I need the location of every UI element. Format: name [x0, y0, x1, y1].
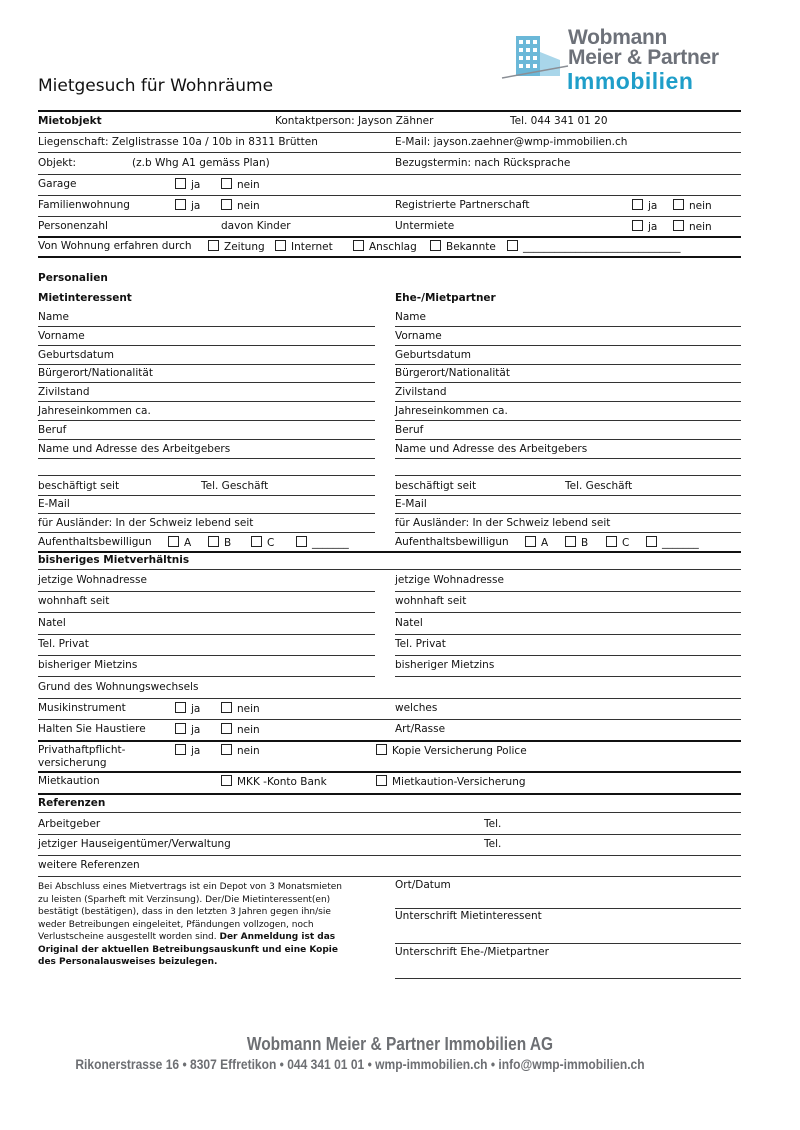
personalien-field-label-right: Geburtsdatum: [395, 349, 471, 361]
checkbox-label: nein: [689, 221, 712, 233]
checkbox[interactable]: [353, 240, 364, 251]
divider: [38, 152, 741, 153]
disclaimer-bold-line: des Personalausweises beizulegen.: [38, 957, 218, 967]
partnerschaft-nein[interactable]: [673, 199, 712, 213]
ref-arbeitgeber-label: Arbeitgeber: [38, 818, 101, 830]
unterschrift-partner-label: Unterschrift Ehe-/Mietpartner: [395, 946, 549, 958]
erfahren-other[interactable]: [507, 240, 681, 254]
bisheriges-field-label-left: jetzige Wohnadresse: [38, 574, 147, 586]
bisheriges-field-label-right: bisheriger Mietzins: [395, 659, 495, 671]
disclaimer-bold: Der Anmeldung ist das: [219, 932, 336, 942]
kinder-label: davon Kinder: [221, 220, 291, 232]
field-line: [38, 612, 375, 613]
personalien-field-label-right: Bürgerort/Nationalität: [395, 367, 510, 379]
checkbox-label: A: [184, 537, 192, 549]
aufenthalt-label-left: Aufenthaltsbewilligun: [38, 536, 152, 548]
auslaender-label-right: für Ausländer: In der Schweiz lebend seit: [395, 517, 611, 529]
divider: [38, 132, 741, 133]
field-line: [38, 401, 375, 402]
erfahren-zeitung[interactable]: [208, 240, 265, 254]
aufenthalt-c-right[interactable]: [606, 536, 629, 550]
auslaender-label-left: für Ausländer: In der Schweiz lebend seit: [38, 517, 254, 529]
untermiete-ja[interactable]: [632, 220, 657, 234]
checkbox-label: ja: [648, 221, 658, 233]
disclaimer-normal: Verlustscheine ausgestellt worden sind.: [38, 932, 217, 942]
field-line: [38, 719, 741, 720]
footer-company: Wobmann Meier & Partner Immobilien AG: [246, 1034, 554, 1054]
garage-nein[interactable]: [221, 178, 260, 192]
checkbox-label: C: [622, 537, 630, 549]
other-blank-line: ______________________________: [523, 241, 681, 253]
logo-name-line3: Immobilien: [567, 68, 694, 94]
personalien-field-label-right: Vorname: [395, 330, 442, 342]
garage-label: Garage: [38, 178, 77, 190]
ref-weitere-label: weitere Referenzen: [38, 859, 140, 871]
checkbox[interactable]: [632, 220, 643, 231]
erfahren-bekannte[interactable]: [430, 240, 496, 254]
musik-label: Musikinstrument: [38, 702, 126, 714]
field-line: [38, 439, 375, 440]
checkbox-label: Anschlag: [369, 241, 417, 253]
aufenthalt-b-right[interactable]: [565, 536, 588, 550]
aufenthalt-b-left[interactable]: [208, 536, 231, 550]
field-line: [395, 532, 741, 533]
checkbox[interactable]: [525, 536, 536, 547]
erfahren-label: Von Wohnung erfahren durch: [38, 240, 192, 252]
partner-heading: Ehe-/Mietpartner: [395, 292, 496, 304]
logo-name-line2: Meier & Partner: [568, 46, 719, 69]
checkbox-label: ja: [191, 745, 201, 757]
section-bisheriges-heading: bisheriges Mietverhältnis: [38, 554, 190, 566]
logo-building-icon: [500, 30, 570, 82]
divider: [38, 256, 741, 258]
email-label-left: E-Mail: [38, 498, 70, 510]
field-line: [395, 439, 741, 440]
checkbox[interactable]: [296, 536, 307, 547]
divider: [38, 236, 741, 238]
field-line: [38, 364, 375, 365]
checkbox-label: Kopie Versicherung Police: [392, 745, 527, 757]
divider: [38, 793, 741, 795]
checkbox-label: Mietkaution-Versicherung: [392, 776, 526, 788]
disclaimer-line: [38, 931, 378, 944]
field-line: [38, 876, 741, 877]
untermiete-label: Untermiete: [395, 220, 455, 232]
field-line: [395, 401, 741, 402]
disclaimer-line: bestätigt (bestätigen), dass in den letzten 3 Jahren gegen ihn/sie: [38, 907, 331, 917]
checkbox[interactable]: [175, 723, 186, 734]
checkbox-label: ja: [648, 200, 658, 212]
partnerschaft-ja[interactable]: [632, 199, 657, 213]
checkbox-label: MKK -Konto Bank: [237, 776, 327, 788]
personalien-field-label-left: Name: [38, 311, 69, 323]
field-line: [38, 698, 741, 699]
divider: [38, 174, 741, 175]
checkbox[interactable]: [376, 775, 387, 786]
erfahren-internet[interactable]: [275, 240, 333, 254]
field-line: [395, 458, 741, 459]
familienwohnung-label: Familienwohnung: [38, 199, 130, 211]
kaution-versicherung[interactable]: [376, 775, 526, 789]
welches-label: welches: [395, 702, 438, 714]
bisheriges-field-label-right: Natel: [395, 617, 423, 629]
field-line: [395, 513, 741, 514]
checkbox[interactable]: [221, 178, 232, 189]
checkbox-label: A: [541, 537, 549, 549]
checkbox[interactable]: [175, 199, 186, 210]
divider: [38, 551, 741, 553]
field-line: [38, 513, 375, 514]
field-line: [395, 475, 741, 476]
personalien-field-label-left: Beruf: [38, 424, 67, 436]
field-line: [395, 495, 741, 496]
checkbox[interactable]: [221, 723, 232, 734]
checkbox-label: nein: [237, 703, 260, 715]
checkbox-label: C: [267, 537, 275, 549]
other-blank-line: _______: [662, 537, 699, 549]
musik-ja[interactable]: [175, 702, 200, 716]
bisheriges-field-label-left: Natel: [38, 617, 66, 629]
telgeschaeft-label-right: Tel. Geschäft: [565, 480, 633, 492]
checkbox-label: nein: [237, 724, 260, 736]
personalien-field-label-left: Zivilstand: [38, 386, 90, 398]
bisheriges-field-label-right: Tel. Privat: [395, 638, 446, 650]
checkbox-label: nein: [237, 745, 260, 757]
haustiere-label: Halten Sie Haustiere: [38, 723, 146, 735]
haftpflicht-nein[interactable]: [221, 744, 260, 758]
kontakt-email-text: E-Mail: jayson.zaehner@wmp-immobilien.ch: [395, 136, 628, 148]
checkbox[interactable]: [606, 536, 617, 547]
signature-line: [395, 978, 741, 979]
erfahren-anschlag[interactable]: [353, 240, 417, 254]
divider: [38, 812, 741, 813]
checkbox[interactable]: [208, 240, 219, 251]
objekt-label: Objekt:: [38, 157, 77, 169]
haustiere-ja[interactable]: [175, 723, 200, 737]
bisheriges-field-label-right: wohnhaft seit: [395, 595, 467, 607]
field-line: [38, 634, 375, 635]
liegenschaft-text: Liegenschaft: Zelglistrasse 10a / 10b in 8311 Brütten: [38, 136, 318, 148]
checkbox-label: nein: [237, 179, 260, 191]
logo-name-line1: Wobmann: [568, 26, 668, 49]
kontakt-tel-text: Tel. 044 341 01 20: [510, 115, 608, 127]
aufenthalt-other-left[interactable]: [296, 536, 349, 550]
art-label: Art/Rasse: [395, 723, 446, 735]
bisheriges-field-label-left: wohnhaft seit: [38, 595, 110, 607]
bisheriges-field-label-left: bisheriger Mietzins: [38, 659, 138, 671]
familienwohnung-ja[interactable]: [175, 199, 200, 213]
field-line: [395, 634, 741, 635]
field-line: [395, 345, 741, 346]
field-line: [38, 591, 375, 592]
signature-line: [395, 908, 741, 909]
checkbox[interactable]: [175, 702, 186, 713]
checkbox[interactable]: [251, 536, 262, 547]
personalien-field-label-right: Name und Adresse des Arbeitgebers: [395, 443, 588, 455]
checkbox-label: ja: [191, 703, 201, 715]
divider: [38, 740, 741, 742]
checkbox-label: nein: [689, 200, 712, 212]
personalien-field-label-left: Jahreseinkommen ca.: [38, 405, 151, 417]
checkbox[interactable]: [376, 744, 387, 755]
kaution-mkk[interactable]: [221, 775, 327, 789]
field-line: [38, 382, 375, 383]
field-line: [395, 612, 741, 613]
personalien-field-label-right: Jahreseinkommen ca.: [395, 405, 508, 417]
checkbox[interactable]: [632, 199, 643, 210]
personalien-field-label-right: Beruf: [395, 424, 424, 436]
divider: [38, 216, 741, 217]
field-line: [38, 676, 375, 677]
field-line: [395, 655, 741, 656]
kaution-label: Mietkaution: [38, 775, 100, 787]
partnerschaft-label: Registrierte Partnerschaft: [395, 199, 530, 211]
field-line: [395, 591, 741, 592]
garage-ja[interactable]: [175, 178, 200, 192]
aufenthalt-label-right: Aufenthaltsbewilligun: [395, 536, 509, 548]
beschaeftigt-label-right: beschäftigt seit: [395, 480, 477, 492]
field-line: [395, 326, 741, 327]
disclaimer-text: [38, 881, 378, 969]
haustiere-nein[interactable]: [221, 723, 260, 737]
footer-address: Rikonerstrasse 16 • 8307 Effretikon • 044 341 01 01 • wmp-immobilien.ch • info@wmp-immobilien.ch: [75, 1056, 645, 1072]
checkbox-label: ja: [191, 179, 201, 191]
checkbox[interactable]: [208, 536, 219, 547]
bisheriges-field-label-left: Tel. Privat: [38, 638, 89, 650]
other-blank-line: _______: [312, 537, 349, 549]
haftpflicht-label-1: Privathaftpflicht-: [38, 744, 126, 756]
divider: [38, 195, 741, 196]
aufenthalt-a-right[interactable]: [525, 536, 548, 550]
ort-datum-label: Ort/Datum: [395, 879, 451, 891]
field-line: [395, 364, 741, 365]
field-line: [38, 495, 375, 496]
checkbox[interactable]: [168, 536, 179, 547]
field-line: [38, 834, 741, 835]
ref-hauseigentuemer-label: jetziger Hauseigentümer/Verwaltung: [38, 838, 231, 850]
checkbox-label: Internet: [291, 241, 333, 253]
checkbox[interactable]: [175, 178, 186, 189]
checkbox[interactable]: [275, 240, 286, 251]
checkbox-label: nein: [237, 200, 260, 212]
checkbox[interactable]: [673, 220, 684, 231]
checkbox[interactable]: [221, 744, 232, 755]
untermiete-nein[interactable]: [673, 220, 712, 234]
unterschrift-mietinteressent-label: Unterschrift Mietinteressent: [395, 910, 542, 922]
checkbox[interactable]: [646, 536, 657, 547]
aufenthalt-c-left[interactable]: [251, 536, 274, 550]
checkbox[interactable]: [673, 199, 684, 210]
checkbox-label: ja: [191, 724, 201, 736]
musik-nein[interactable]: [221, 702, 260, 716]
email-label-right: E-Mail: [395, 498, 427, 510]
section-referenzen-heading: Referenzen: [38, 797, 106, 809]
personalien-field-label-left: Name und Adresse des Arbeitgebers: [38, 443, 231, 455]
divider: [38, 569, 741, 570]
field-line: [395, 382, 741, 383]
checkbox-label: B: [224, 537, 232, 549]
checkbox[interactable]: [221, 775, 232, 786]
field-line: [38, 532, 375, 533]
disclaimer-line: Bei Abschluss eines Mietvertrags ist ein Depot von 3 Monatsmieten: [38, 882, 342, 892]
haftpflicht-label-2: versicherung: [38, 757, 107, 769]
aufenthalt-other-right[interactable]: [646, 536, 699, 550]
field-line: [38, 345, 375, 346]
signature-line: [395, 943, 741, 944]
personalien-field-label-left: Vorname: [38, 330, 85, 342]
divider: [38, 771, 741, 773]
personenzahl-label: Personenzahl: [38, 220, 108, 232]
grund-label: Grund des Wohnungswechsels: [38, 681, 199, 693]
disclaimer-line: weder Betreibungen eingeleitet, Pfändungen vollzogen, noch: [38, 919, 314, 930]
checkbox-label: Zeitung: [224, 241, 265, 253]
section-personalien-heading: Personalien: [38, 272, 108, 284]
kontaktperson-text: Kontaktperson: Jayson Zähner: [275, 115, 434, 127]
bisheriges-field-label-right: jetzige Wohnadresse: [395, 574, 504, 586]
kopie-police[interactable]: [376, 744, 527, 758]
familienwohnung-nein[interactable]: [221, 199, 260, 213]
objekt-hint: (z.b Whg A1 gemäss Plan): [132, 157, 270, 169]
checkbox[interactable]: [221, 199, 232, 210]
field-line: [395, 676, 741, 677]
disclaimer-line: zu leisten (Sparheft mit Verzinsung). Der/Die Mietinteressent(en): [38, 894, 331, 905]
bezugstermin-text: Bezugstermin: nach Rücksprache: [395, 157, 571, 169]
field-line: [395, 420, 741, 421]
ref-arbeitgeber-tel: Tel.: [484, 818, 502, 830]
field-line: [38, 420, 375, 421]
disclaimer-bold-line: Original der aktuellen Betreibungsauskunft und eine Kopie: [38, 944, 338, 955]
divider: [38, 110, 741, 112]
aufenthalt-a-left[interactable]: [168, 536, 191, 550]
telgeschaeft-label-left: Tel. Geschäft: [201, 480, 269, 492]
haftpflicht-ja[interactable]: [175, 744, 200, 758]
field-line: [38, 855, 741, 856]
page-title: Mietgesuch für Wohnräume: [38, 76, 274, 96]
checkbox-label: ja: [191, 200, 201, 212]
ref-hauseigentuemer-tel: Tel.: [484, 838, 502, 850]
field-line: [38, 326, 375, 327]
beschaeftigt-label-left: beschäftigt seit: [38, 480, 120, 492]
personalien-field-label-right: Name: [395, 311, 426, 323]
checkbox-label: B: [581, 537, 589, 549]
field-line: [38, 655, 375, 656]
checkbox[interactable]: [175, 744, 186, 755]
personalien-field-label-left: Bürgerort/Nationalität: [38, 367, 153, 379]
checkbox[interactable]: [221, 702, 232, 713]
personalien-field-label-left: Geburtsdatum: [38, 349, 114, 361]
personalien-field-label-right: Zivilstand: [395, 386, 447, 398]
checkbox-label: Bekannte: [446, 241, 496, 253]
checkbox[interactable]: [430, 240, 441, 251]
section-mietobjekt-heading: Mietobjekt: [38, 115, 102, 127]
checkbox[interactable]: [507, 240, 518, 251]
mietinteressent-heading: Mietinteressent: [38, 292, 132, 304]
checkbox[interactable]: [565, 536, 576, 547]
field-line: [38, 458, 375, 459]
field-line: [38, 475, 375, 476]
